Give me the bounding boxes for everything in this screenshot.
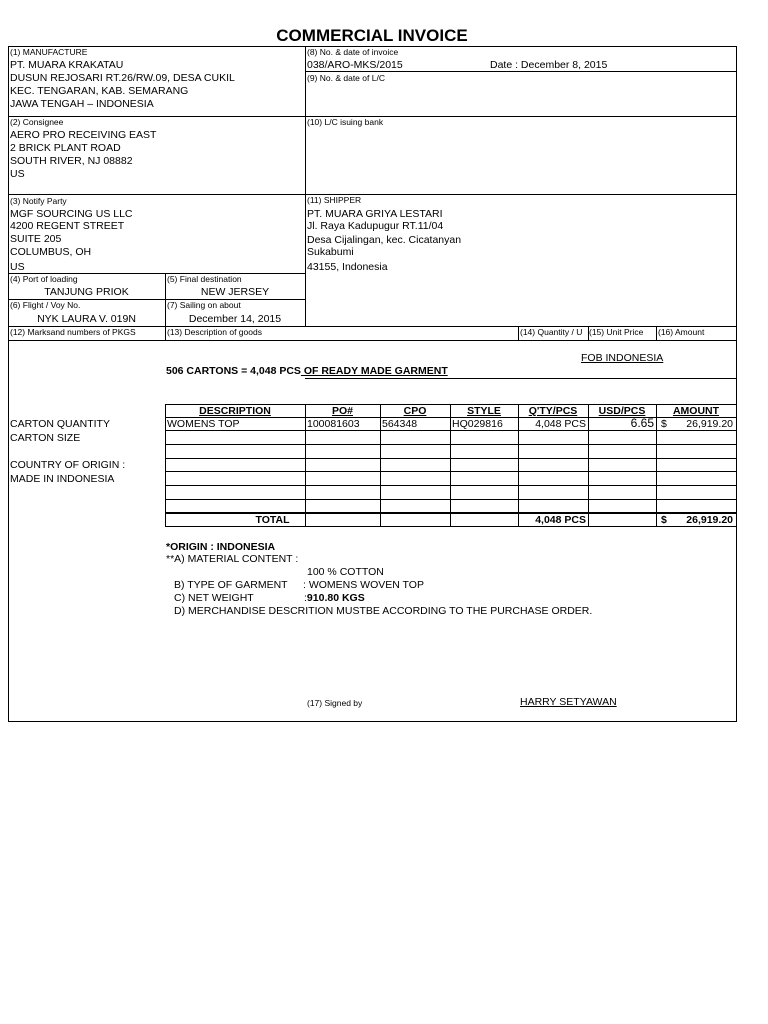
shipper-line: 43155, Indonesia [307,261,388,273]
table-header-usd: USD/PCS [598,405,646,417]
garment-label: B) TYPE OF GARMENT [174,579,288,591]
total-label: TOTAL [255,514,290,526]
lc-bank-label: (10) L/C isuing bank [307,117,384,127]
row-currency: $ [661,418,667,430]
invoice-lc-line [305,71,737,72]
manufacture-line: PT. MUARA KRAKATAU [10,59,124,71]
manufacture-line: JAWA TENGAH – INDONESIA [10,98,154,110]
table-header-style: STYLE [467,405,501,417]
invoice-date: Date : December 8, 2015 [490,59,608,71]
table-header-qty: Q'TY/PCS [528,405,578,417]
cartons-suffix: OF READY MADE GARMENT [300,365,448,377]
table-header-amount: AMOUNT [672,405,720,417]
consignee-line: AERO PRO RECEIVING EAST [10,129,157,141]
consignee-line: 2 BRICK PLANT ROAD [10,142,121,154]
table-header-cpo: CPO [403,405,427,417]
table-row-line [165,485,737,486]
sailing-label: (7) Sailing on about [167,300,241,310]
carton-quantity-note: CARTON QUANTITY [10,418,110,430]
table-col-divider [165,404,166,526]
flight-label: (6) Flight / Voy No. [10,300,81,310]
invoice-number: 038/ARO-MKS/2015 [307,59,403,71]
row-line-notify [8,194,737,195]
port-loading-label: (4) Port of loading [10,274,78,284]
notify-line: SUITE 205 [10,233,62,245]
lc-label: (9) No. & date of L/C [307,73,385,83]
shipper-line: Sukabumi [307,246,354,258]
notify-line: US [10,261,25,273]
goods-header-divider-2 [518,326,519,340]
marks-header: (12) Marksand numbers of PKGS [10,327,136,337]
country-origin-note: COUNTRY OF ORIGIN : [10,459,126,471]
signer-name: HARRY SETYAWAN [520,696,617,708]
invoice-label: (8) No. & date of invoice [307,47,399,57]
table-col-divider [380,404,381,526]
document-title: COMMERCIAL INVOICE [276,26,468,45]
origin-note: *ORIGIN : INDONESIA [166,541,276,553]
manufacture-label: (1) MANUFACTURE [10,47,88,57]
shipper-label: (11) SHIPPER [307,195,362,205]
notify-line: 4200 REGENT STREET [10,220,125,232]
shipper-line: Desa Cijalingan, kec. Cicatanyan [307,234,462,246]
quantity-header: (14) Quantity / U [520,327,583,337]
table-bottom-line [165,526,737,527]
table-row-line [165,444,737,445]
frame-bottom-line [8,721,737,722]
consignee-label: (2) Consignee [10,117,64,127]
shipper-line: Jl. Raya Kadupugur RT.11/04 [307,220,444,232]
final-dest-label: (5) Final destination [167,274,242,284]
merchandise-note: D) MERCHANDISE DESCRITION MUSTBE ACCORDING TO THE PURCHASE ORDER. [174,605,593,617]
weight-label: C) NET WEIGHT [174,592,254,604]
row-style: HQ029816 [452,418,503,430]
description-header: (13) Description of goods [167,327,262,337]
notify-label: (3) Notify Party [10,196,67,206]
manufacture-line: DUSUN REJOSARI RT.26/RW.09, DESA CUKIL [10,72,235,84]
port-loading-value: TANJUNG PRIOK [44,286,129,298]
row-cpo: 564348 [382,418,418,430]
unit-price-header: (15) Unit Price [589,327,644,337]
consignee-line: US [10,168,25,180]
table-row-line [165,471,737,472]
total-currency: $ [661,514,667,526]
table-row-line [165,499,737,500]
row-amount: 26,919.20 [686,418,733,430]
row-qty: 4,048 PCS [535,418,586,430]
table-col-divider [450,404,451,526]
goods-header-divider-4 [656,326,657,340]
total-qty: 4,048 PCS [535,514,586,526]
cartons-line [166,365,448,377]
weight-colon: : [304,592,307,604]
table-row-line [165,430,737,431]
consignee-line: SOUTH RIVER, NJ 08882 [10,155,133,167]
goods-header-bottom-line [8,340,737,341]
total-amount: 26,919.20 [686,514,733,526]
row-po: 100081603 [307,418,360,430]
cartons-prefix: 506 CARTONS = 4,048 PCS [166,365,301,377]
manufacture-line: KEC. TENGARAN, KAB. SEMARANG [10,85,189,97]
table-header-po: PO# [331,405,353,417]
amount-header: (16) Amount [658,327,705,337]
flight-value: NYK LAURA V. 019N [37,313,136,325]
upper-divider [305,46,306,326]
frame-left-line [8,46,9,722]
weight-value-line [304,592,365,604]
material-value: 100 % COTTON [307,566,384,578]
sailing-value: December 14, 2015 [188,313,282,325]
row-usd: 6.65 [630,416,654,430]
table-col-divider [305,404,306,526]
final-dest-value: NEW JERSEY [200,286,270,298]
fob-row-line [305,378,737,379]
fob-term: FOB INDONESIA [581,352,664,364]
shipper-line: PT. MUARA GRIYA LESTARI [307,208,443,220]
frame-right-line [736,46,737,722]
table-header-description: DESCRIPTION [199,405,271,417]
notify-line: MGF SOURCING US LLC [10,208,133,220]
notify-line: COLUMBUS, OH [10,246,92,258]
goods-header-divider-1 [165,326,166,340]
made-in-note: MADE IN INDONESIA [10,473,115,485]
weight-value: 910.80 KGS [306,592,365,604]
signed-label: (17) Signed by [307,698,363,708]
material-label: **A) MATERIAL CONTENT : [166,553,299,565]
table-row-line [165,458,737,459]
garment-value: : WOMENS WOVEN TOP [303,579,424,591]
row-description: WOMENS TOP [167,418,240,430]
carton-size-note: CARTON SIZE [10,432,81,444]
